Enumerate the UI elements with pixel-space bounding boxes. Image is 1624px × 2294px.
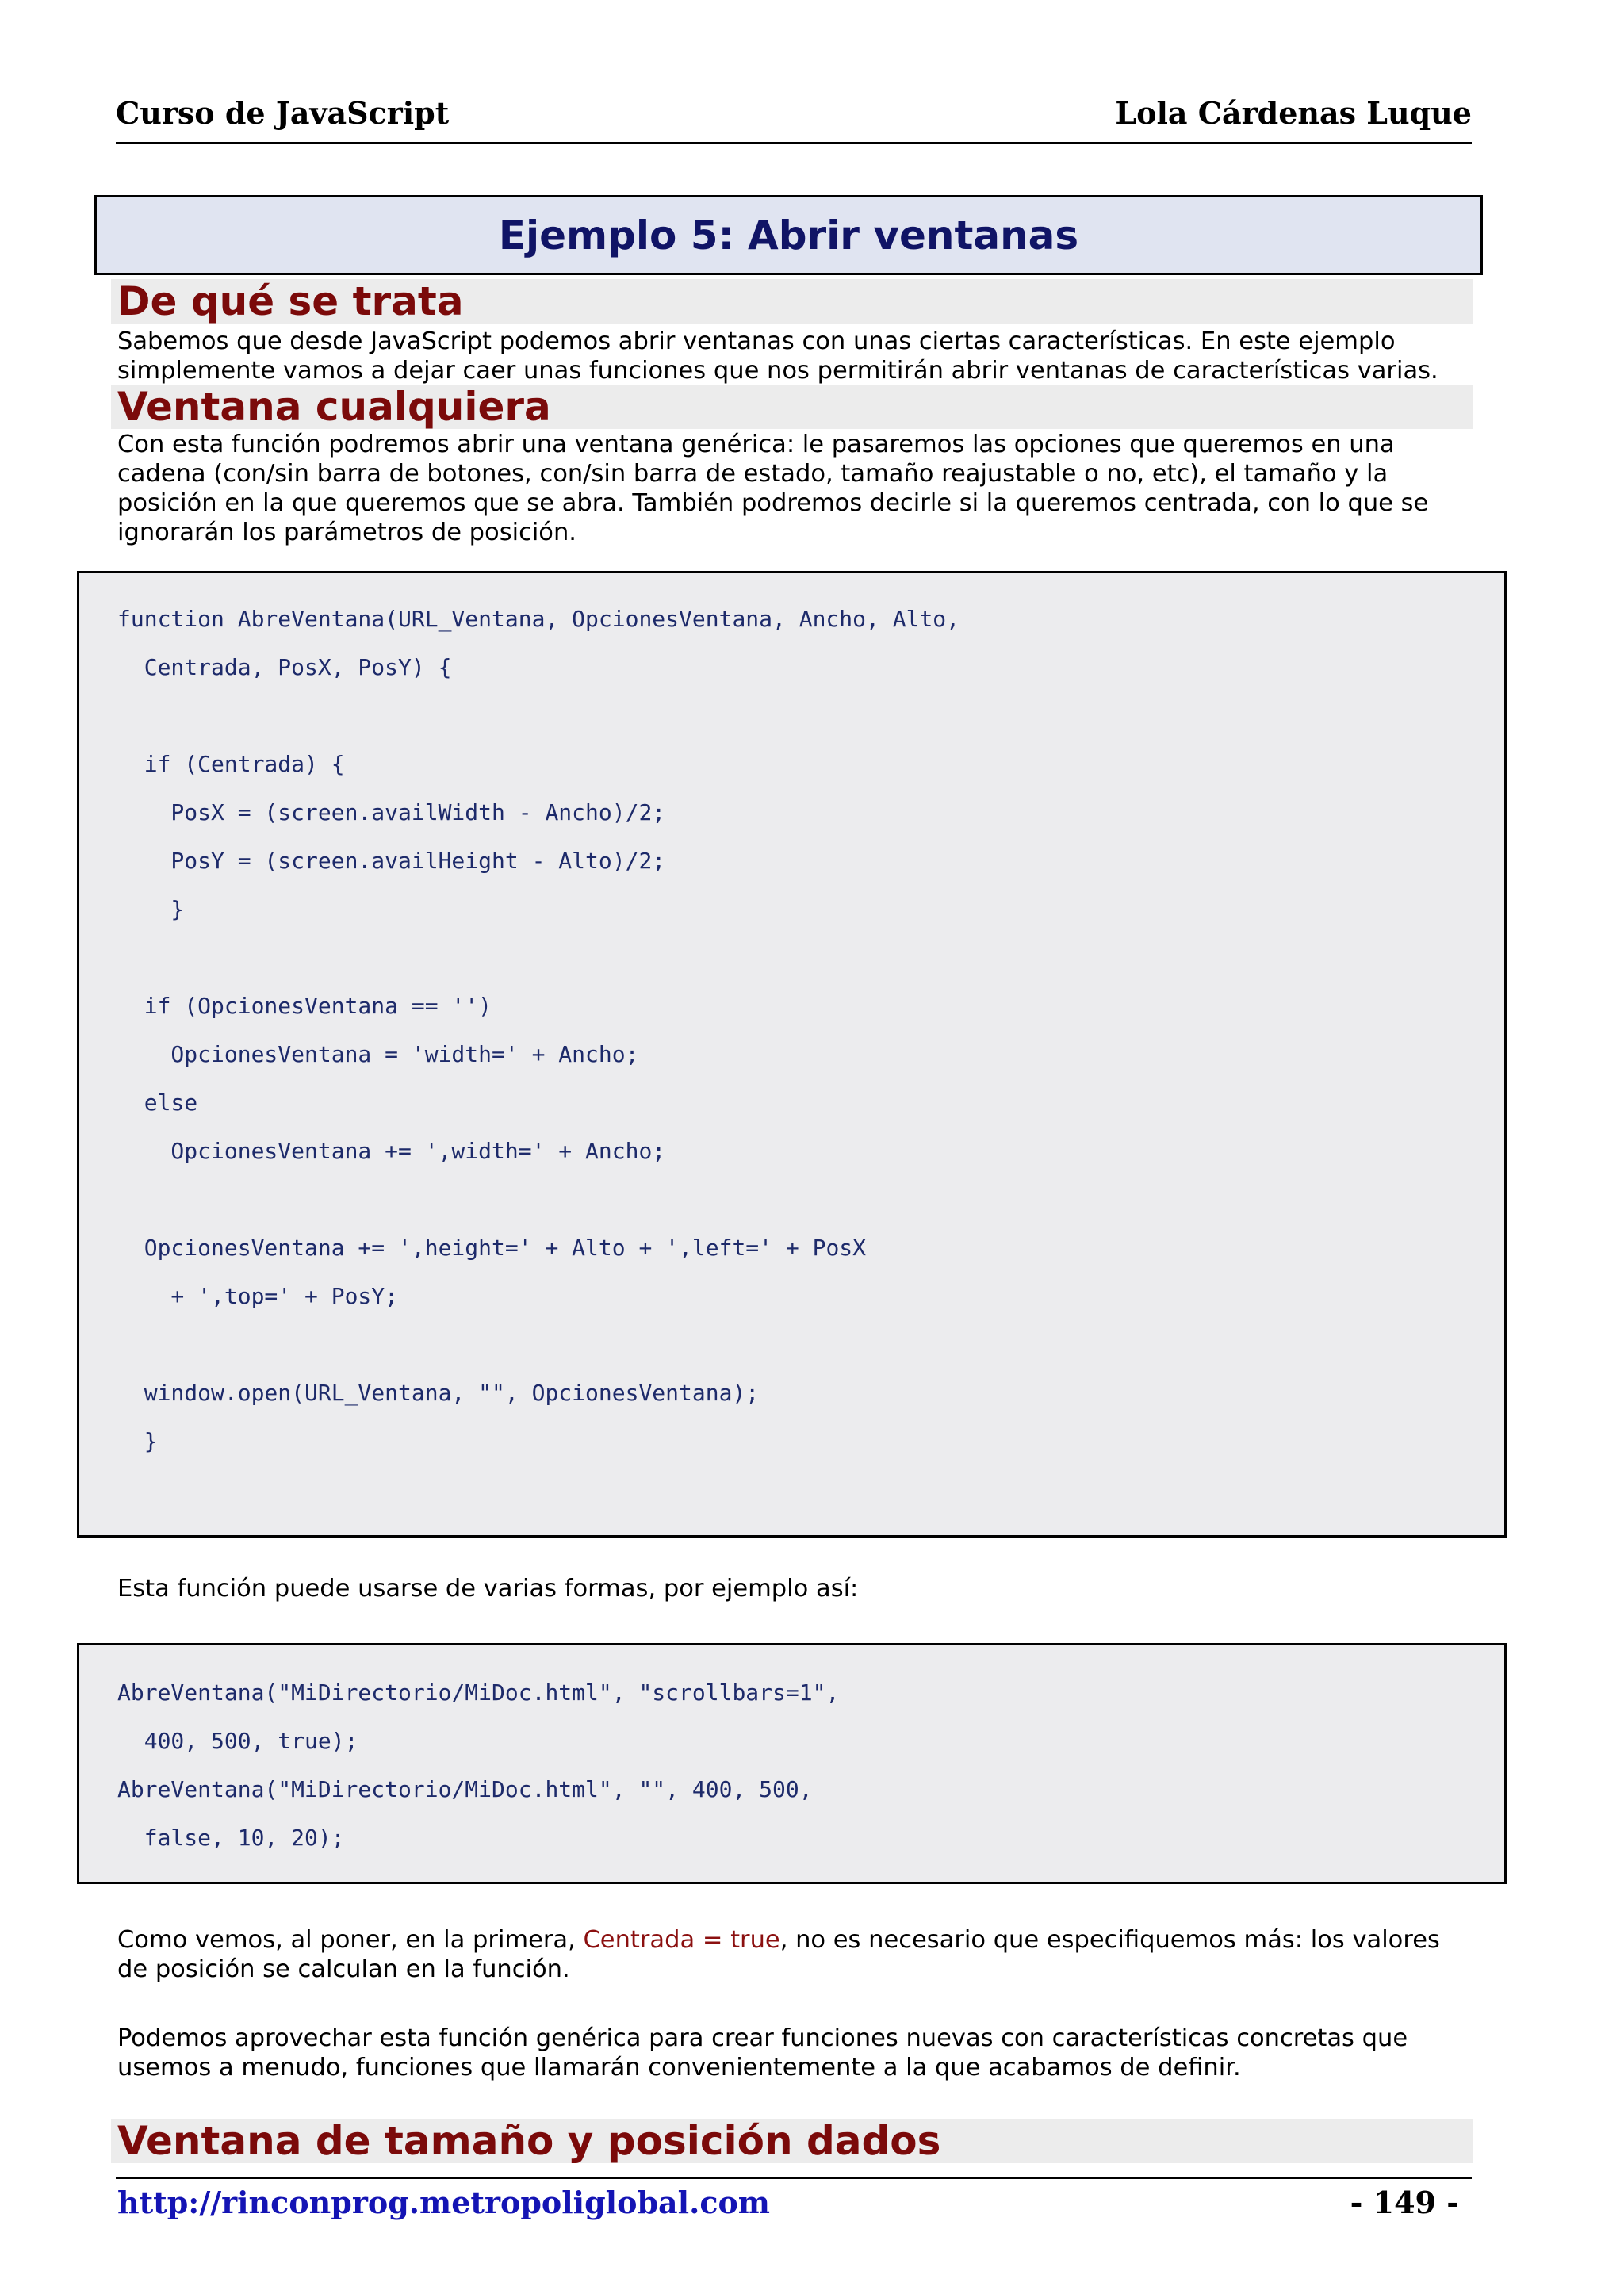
text-run: Como vemos, al poner, en la primera, [117,1926,584,1954]
code-line: false, 10, 20); [117,1825,345,1851]
code-line: Centrada, PosX, PosY) { [117,654,452,680]
text-line: Podemos aprovechar esta función genérica para crear funciones nuevas con características concretas que [117,2024,1408,2052]
code-line: function AbreVentana(URL_Ventana, OpcionesVentana, Ancho, Alto, [117,606,960,632]
description-paragraph [117,430,1481,547]
footer-divider [116,2177,1472,2179]
text-line: usemos a menudo, funciones que llamarán convenientemente a la que acabamos de definir. [117,2054,1241,2081]
footer-website-link[interactable]: http://rinconprog.metropoliglobal.com [117,2185,771,2220]
text-line: ignorarán los parámetros de posición. [117,519,576,546]
header-course-title: Curso de JavaScript [116,95,450,131]
code-line: } [117,896,185,922]
code-line: else [117,1090,198,1116]
code-line: if (OpcionesVentana == '') [117,993,492,1019]
code-line: OpcionesVentana = 'width=' + Ancho; [117,1041,639,1067]
text-line: Sabemos que desde JavaScript podemos abrir ventanas con unas ciertas características. En este ejemplo [117,327,1396,355]
text-run: , no es necesario que especifiquemos más: los valores [779,1926,1440,1954]
code-line: AbreVentana("MiDirectorio/MiDoc.html", "scrollbars=1", [117,1679,840,1706]
example-title-box [94,195,1483,275]
header-divider [116,142,1472,144]
page-number: - 149 - [1350,2185,1459,2220]
text-line: posición en la que queremos que se abra. También podremos decirle si la queremos centrada, con lo que se [117,489,1429,517]
intro-paragraph [117,327,1481,385]
text-line [117,1925,1481,1955]
example-title: Ejemplo 5: Abrir ventanas [498,212,1079,259]
section-heading-ventana-cualquiera: Ventana cualquiera [111,385,1473,429]
usage-intro: Esta función puede usarse de varias formas, por ejemplo así: [117,1575,859,1603]
inline-code-centrada: Centrada = true [583,1926,780,1954]
text-line: Con esta función podremos abrir una ventana genérica: le pasaremos las opciones que queremos en una [117,431,1395,458]
code-line: PosX = (screen.availWidth - Ancho)/2; [117,799,666,825]
code-line: if (Centrada) { [117,751,345,777]
code-line: AbreVentana("MiDirectorio/MiDoc.html", "", 400, 500, [117,1776,813,1802]
code-line: } [117,1428,158,1454]
explanation-paragraph [117,1925,1481,1984]
section-heading-ventana-tamano-posicion: Ventana de tamaño y posición dados [111,2119,1473,2163]
code-line: 400, 500, true); [117,1728,358,1754]
code-line: window.open(URL_Ventana, "", OpcionesVentana); [117,1380,760,1406]
text-line: simplemente vamos a dejar caer unas funciones que nos permitirán abrir ventanas de características varias. [117,357,1438,385]
code-line: + ',top=' + PosY; [117,1283,399,1309]
text-line: de posición se calculan en la función. [117,1955,570,1983]
code-line: OpcionesVentana += ',width=' + Ancho; [117,1138,666,1164]
text-line: cadena (con/sin barra de botones, con/sin barra de estado, tamaño reajustable o no, etc), el tamaño y la [117,460,1388,488]
section-heading-de-que-se-trata: De qué se trata [111,279,1473,324]
header-author: Lola Cárdenas Luque [1115,95,1472,131]
code-line: OpcionesVentana += ',height=' + Alto + ',left=' + PosX [117,1235,867,1261]
generic-function-paragraph [117,2024,1481,2082]
code-line: PosY = (screen.availHeight - Alto)/2; [117,848,666,874]
